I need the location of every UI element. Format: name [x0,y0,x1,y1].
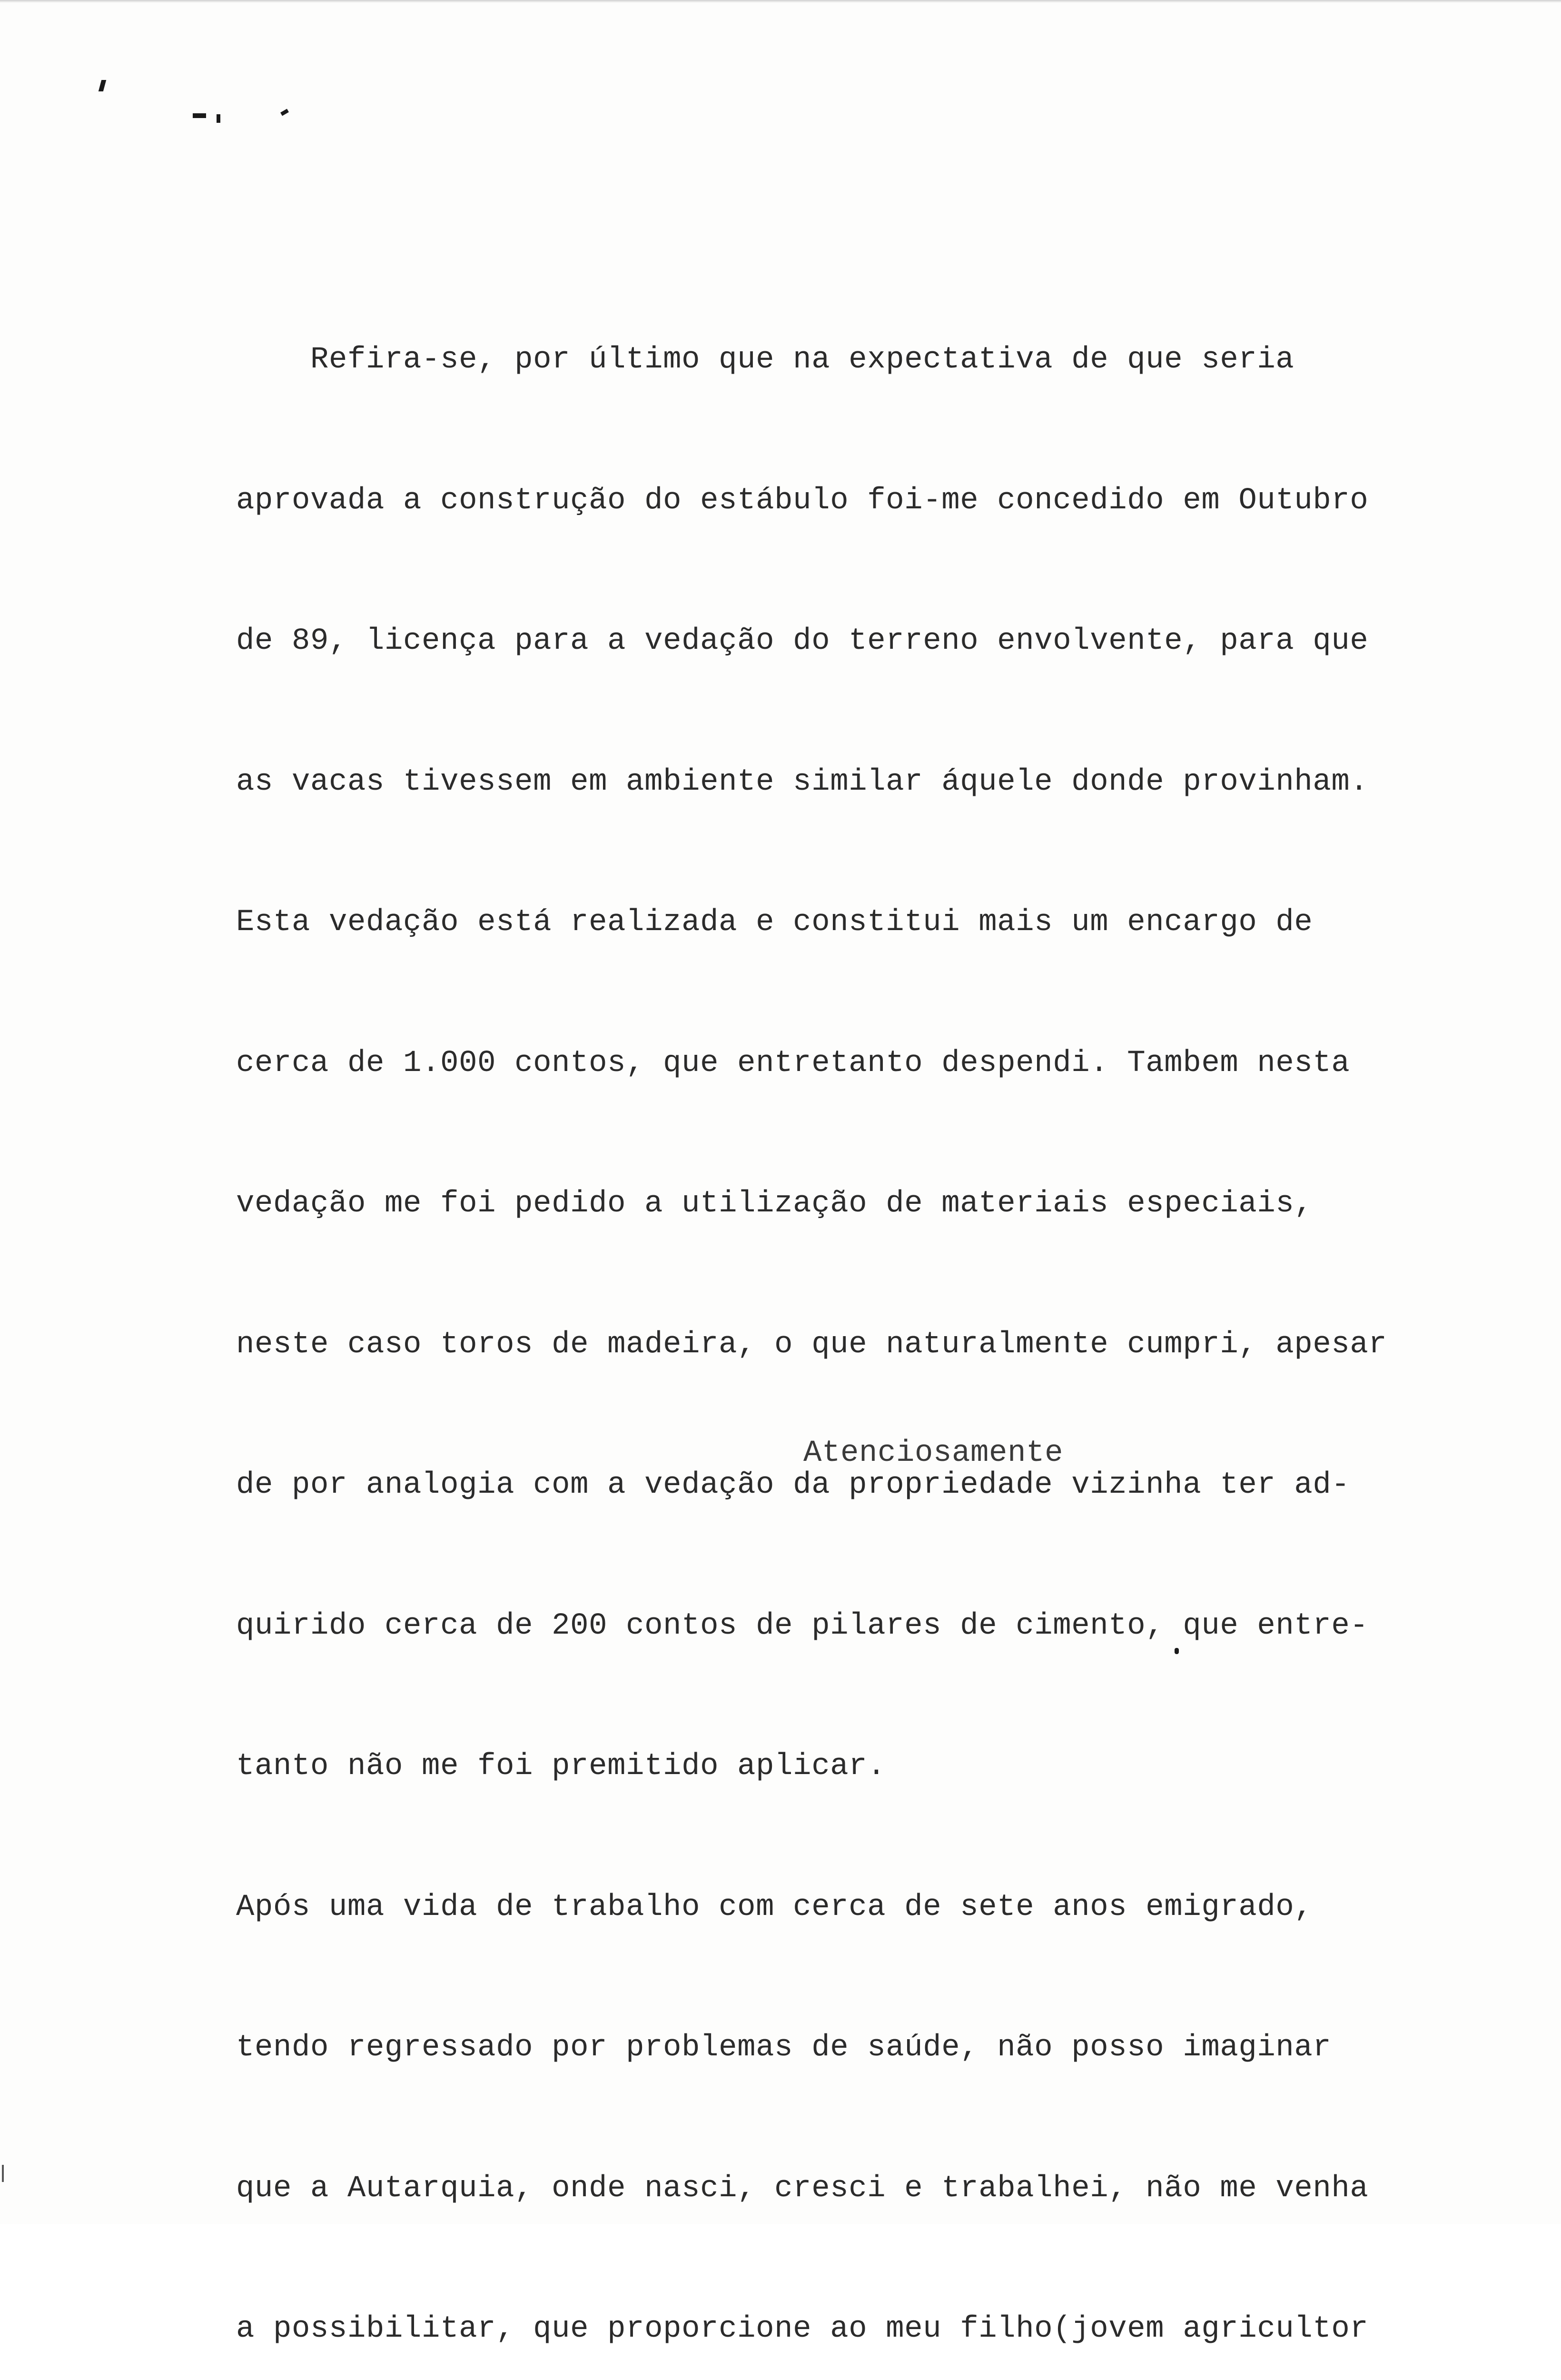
text-line: as vacas tivessem em ambiente similar áquele donde provinham. [236,764,1369,799]
closing-salutation: Atenciosamente [803,1436,1064,1470]
text-line: Após uma vida de trabalho com cerca de sete anos emigrado, [236,1890,1313,1924]
text-line: cerca de 1.000 contos, que entretanto despendi. Tambem nesta [236,1046,1350,1081]
letter-body [236,243,1497,2380]
ink-mark [280,109,289,116]
text-line: aprovada a construção do estábulo foi-me concedido em Outubro [236,483,1369,518]
ink-mark [193,113,206,118]
text-line: Refira-se, por último que na expectativa de que seria [236,343,1294,377]
edge-mark [2,2165,4,2182]
text-line: Esta vedação está realizada e constitui mais um encargo de [236,905,1313,940]
ink-mark [217,114,220,123]
text-line: vedação me foi pedido a utilização de materiais especiais, [236,1187,1313,1221]
text-line: neste caso toros de madeira, o que naturalmente cumpri, apesar [236,1327,1387,1362]
text-line: de 89, licença para a vedação do terreno envolvente, para que [236,624,1369,658]
text-line: a possibilitar, que proporcione ao meu filho(jovem agricultor [236,2312,1369,2346]
text-line: quirido cerca de 200 contos de pilares de cimento, que entre- [236,1608,1369,1643]
text-line: tendo regressado por problemas de saúde, não posso imaginar [236,2031,1332,2065]
text-line: tanto não me foi premitido aplicar. [236,1749,886,1784]
ink-mark [99,80,106,91]
text-line: que a Autarquia, onde nasci, cresci e trabalhei, não me venha [236,2171,1369,2206]
text-line: de por analogia com a vedação da propriedade vizinha ter ad- [236,1468,1350,1502]
page-top-edge [0,0,1561,3]
